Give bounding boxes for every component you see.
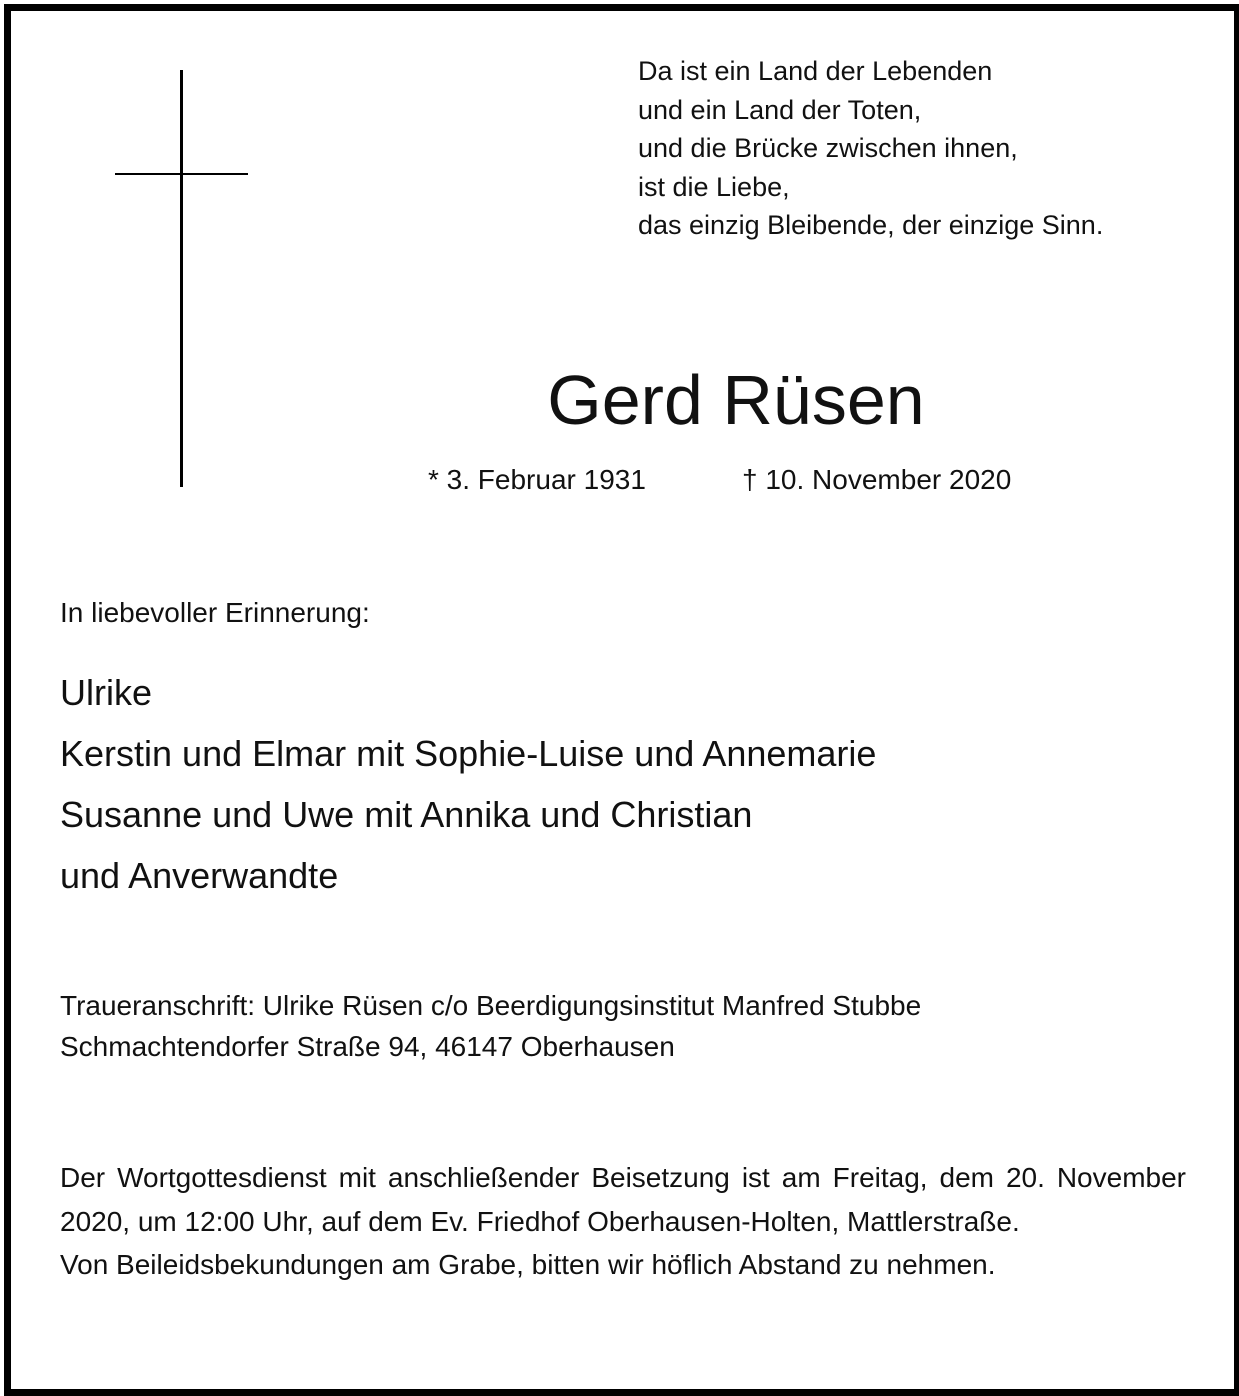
mourner-entry: und Anverwandte: [60, 855, 339, 896]
condolence-note: Von Beileidsbekundungen am Grabe, bitten wir höflich Abstand zu nehmen.: [60, 1249, 996, 1280]
service-text: Der Wortgottesdienst mit anschließender Beisetzung ist am Freitag, dem 20. November 2020, um 12:00 Uhr, auf dem Ev. Friedhof Oberhausen-Holten, Mattlerstraße.: [60, 1162, 1186, 1237]
deceased-name: Gerd Rüsen: [547, 361, 925, 439]
mourner-entry: Kerstin und Elmar mit Sophie-Luise und Annemarie: [60, 733, 877, 774]
death-date: † 10. November 2020: [742, 464, 1012, 495]
mourners-list: [60, 662, 876, 906]
poem-line: ist die Liebe,: [638, 171, 790, 202]
poem-line: und ein Land der Toten,: [638, 94, 922, 125]
birth-date: * 3. Februar 1931: [428, 464, 646, 495]
mourning-address: [60, 985, 921, 1067]
mourner-entry: Ulrike: [60, 672, 153, 713]
memory-intro: In liebevoller Erinnerung:: [60, 597, 370, 628]
address-line: Schmachtendorfer Straße 94, 46147 Oberhausen: [60, 1031, 675, 1062]
poem-line: Da ist ein Land der Lebenden: [638, 56, 993, 86]
service-info: [60, 1156, 1186, 1287]
poem-line: und die Brücke zwischen ihnen,: [638, 133, 1018, 163]
cross-horizontal-bar: [115, 173, 248, 175]
mourner-entry: Susanne und Uwe mit Annika und Christian: [60, 794, 753, 835]
address-line: Traueranschrift: Ulrike Rüsen c/o Beerdigungsinstitut Manfred Stubbe: [60, 990, 922, 1021]
poem-line: das einzig Bleibende, der einzige Sinn.: [638, 210, 1104, 240]
poem: [638, 52, 1103, 245]
